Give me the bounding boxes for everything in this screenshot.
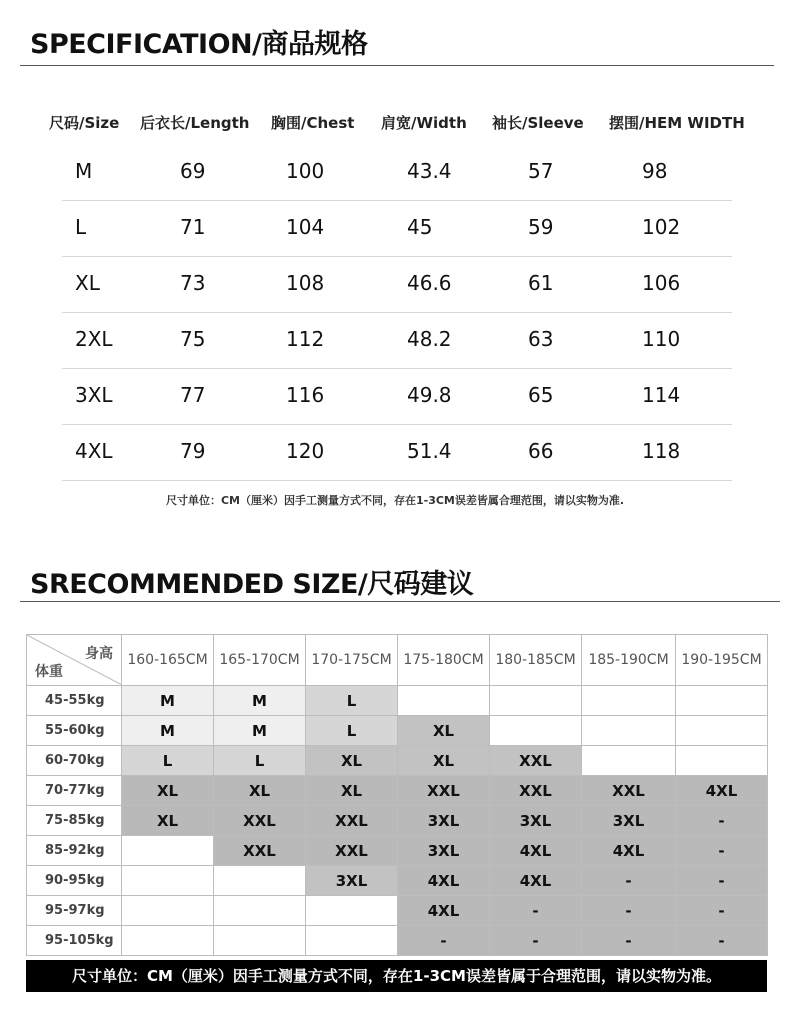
size-cell: -: [676, 866, 768, 896]
weight-label: 60-70kg: [27, 746, 122, 776]
spec-cell: 112: [286, 327, 325, 351]
size-cell: 4XL: [490, 866, 582, 896]
size-cell: 4XL: [676, 776, 768, 806]
spec-cell: 65: [528, 383, 554, 407]
spec-cell: 110: [642, 327, 681, 351]
size-cell: XL: [398, 716, 490, 746]
spec-cell: 79: [180, 439, 206, 463]
spec-cell: 49.8: [407, 383, 452, 407]
size-cell: XXL: [490, 746, 582, 776]
size-cell: 3XL: [490, 806, 582, 836]
size-cell: XL: [122, 806, 214, 836]
spec-cell: 48.2: [407, 327, 452, 351]
size-cell: -: [490, 926, 582, 956]
spec-cell: 46.6: [407, 271, 452, 295]
spec-header-length: 后衣长/Length: [140, 114, 250, 132]
height-header: 185-190CM: [582, 635, 676, 686]
size-cell: [490, 716, 582, 746]
spec-header-hem: 摆围/HEM WIDTH: [609, 114, 745, 132]
spec-cell: XL: [75, 271, 100, 295]
size-cell: [490, 686, 582, 716]
size-cell: M: [214, 716, 306, 746]
size-cell: 4XL: [582, 836, 676, 866]
size-cell: -: [676, 896, 768, 926]
spec-cell: 104: [286, 215, 325, 239]
size-cell: [582, 716, 676, 746]
size-cell: XL: [398, 746, 490, 776]
size-cell: [122, 836, 214, 866]
size-cell: 3XL: [306, 866, 398, 896]
weight-label: 95-97kg: [27, 896, 122, 926]
height-header: 165-170CM: [214, 635, 306, 686]
recommend-table: [26, 634, 768, 956]
spec-cell: 51.4: [407, 439, 452, 463]
size-cell: 3XL: [398, 836, 490, 866]
spec-cell: 102: [642, 215, 681, 239]
size-cell: XXL: [306, 836, 398, 866]
weight-label: 70-77kg: [27, 776, 122, 806]
size-cell: M: [214, 686, 306, 716]
size-cell: L: [122, 746, 214, 776]
weight-label: 95-105kg: [27, 926, 122, 956]
spec-cell: 63: [528, 327, 554, 351]
size-cell: XXL: [306, 806, 398, 836]
spec-row: [0, 257, 790, 313]
size-cell: [122, 866, 214, 896]
spec-cell: L: [75, 215, 87, 239]
spec-row: [0, 201, 790, 257]
spec-cell: 75: [180, 327, 206, 351]
size-cell: [122, 896, 214, 926]
spec-cell: 4XL: [75, 439, 113, 463]
weight-label: 45-55kg: [27, 686, 122, 716]
size-cell: -: [676, 836, 768, 866]
spec-cell: 61: [528, 271, 554, 295]
size-cell: -: [582, 926, 676, 956]
size-cell: XL: [306, 746, 398, 776]
height-header: 170-175CM: [306, 635, 398, 686]
spec-cell: 69: [180, 159, 206, 183]
spec-cell: 71: [180, 215, 206, 239]
spec-cell: 118: [642, 439, 681, 463]
size-cell: XXL: [398, 776, 490, 806]
size-cell: L: [214, 746, 306, 776]
size-cell: -: [676, 806, 768, 836]
recommend-row: [27, 926, 768, 956]
recommend-row: [27, 836, 768, 866]
height-header: 180-185CM: [490, 635, 582, 686]
size-cell: [676, 746, 768, 776]
recommend-header-row: [27, 635, 768, 686]
spec-table-header: [0, 112, 790, 136]
recommend-row: [27, 866, 768, 896]
recommend-title-divider: [20, 601, 780, 602]
weight-label: 90-95kg: [27, 866, 122, 896]
weight-label: 85-92kg: [27, 836, 122, 866]
spec-cell: 108: [286, 271, 325, 295]
recommend-row: [27, 686, 768, 716]
spec-cell: 59: [528, 215, 554, 239]
spec-cell: 66: [528, 439, 554, 463]
corner-weight-label: 体重: [35, 664, 63, 680]
size-cell: [582, 746, 676, 776]
spec-row: [0, 425, 790, 481]
weight-label: 75-85kg: [27, 806, 122, 836]
size-cell: [214, 926, 306, 956]
height-header: 175-180CM: [398, 635, 490, 686]
weight-label: 55-60kg: [27, 716, 122, 746]
spec-cell: 45: [407, 215, 433, 239]
recommend-row: [27, 776, 768, 806]
size-cell: XXL: [490, 776, 582, 806]
spec-cell: 98: [642, 159, 668, 183]
spec-cell: 116: [286, 383, 325, 407]
size-cell: M: [122, 686, 214, 716]
spec-header-sleeve: 袖长/Sleeve: [492, 114, 584, 132]
size-cell: XXL: [214, 836, 306, 866]
size-cell: [582, 686, 676, 716]
size-cell: [306, 926, 398, 956]
spec-cell: 3XL: [75, 383, 113, 407]
size-cell: [122, 926, 214, 956]
spec-note: 尺寸单位：CM（厘米）因手工测量方式不同，存在1-3CM误差皆属合理范围，请以实物为准.: [165, 494, 625, 507]
spec-header-chest: 胸围/Chest: [271, 114, 355, 132]
size-cell: XXL: [582, 776, 676, 806]
size-cell: -: [490, 896, 582, 926]
spec-cell: 106: [642, 271, 681, 295]
size-cell: -: [582, 866, 676, 896]
size-cell: 4XL: [490, 836, 582, 866]
size-cell: [398, 686, 490, 716]
recommend-row: [27, 806, 768, 836]
spec-cell: 114: [642, 383, 681, 407]
size-cell: 3XL: [582, 806, 676, 836]
spec-row-divider: [62, 480, 732, 481]
size-cell: -: [398, 926, 490, 956]
height-header: 190-195CM: [676, 635, 768, 686]
size-cell: -: [582, 896, 676, 926]
spec-cell: 100: [286, 159, 325, 183]
spec-title: SPECIFICATION/商品规格: [30, 29, 368, 60]
size-cell: [214, 896, 306, 926]
size-cell: M: [122, 716, 214, 746]
height-header: 160-165CM: [122, 635, 214, 686]
spec-title-divider: [20, 65, 774, 66]
spec-cell: M: [75, 159, 93, 183]
recommend-row: [27, 896, 768, 926]
spec-cell: 43.4: [407, 159, 452, 183]
recommend-corner-cell: [27, 635, 122, 686]
size-cell: [676, 716, 768, 746]
spec-row: [0, 145, 790, 201]
recommend-row: [27, 746, 768, 776]
spec-cell: 2XL: [75, 327, 113, 351]
spec-row: [0, 313, 790, 369]
recommend-row: [27, 716, 768, 746]
size-cell: L: [306, 716, 398, 746]
spec-header-width: 肩宽/Width: [381, 114, 467, 132]
size-cell: -: [676, 926, 768, 956]
size-cell: 3XL: [398, 806, 490, 836]
spec-cell: 57: [528, 159, 554, 183]
spec-row: [0, 369, 790, 425]
spec-cell: 120: [286, 439, 325, 463]
spec-cell: 77: [180, 383, 206, 407]
size-cell: [676, 686, 768, 716]
size-cell: L: [306, 686, 398, 716]
spec-header-size: 尺码/Size: [49, 114, 120, 132]
size-cell: 4XL: [398, 896, 490, 926]
size-cell: XL: [214, 776, 306, 806]
size-cell: XL: [306, 776, 398, 806]
spec-cell: 73: [180, 271, 206, 295]
size-cell: [214, 866, 306, 896]
size-cell: [306, 896, 398, 926]
size-cell: XL: [122, 776, 214, 806]
corner-height-label: 身高: [85, 646, 113, 662]
recommend-title: SRECOMMENDED SIZE/尺码建议: [30, 569, 474, 600]
size-cell: 4XL: [398, 866, 490, 896]
size-cell: XXL: [214, 806, 306, 836]
recommend-footer-note: 尺寸单位：CM（厘米）因手工测量方式不同，存在1-3CM误差皆属于合理范围，请以实物为准。: [26, 960, 767, 992]
